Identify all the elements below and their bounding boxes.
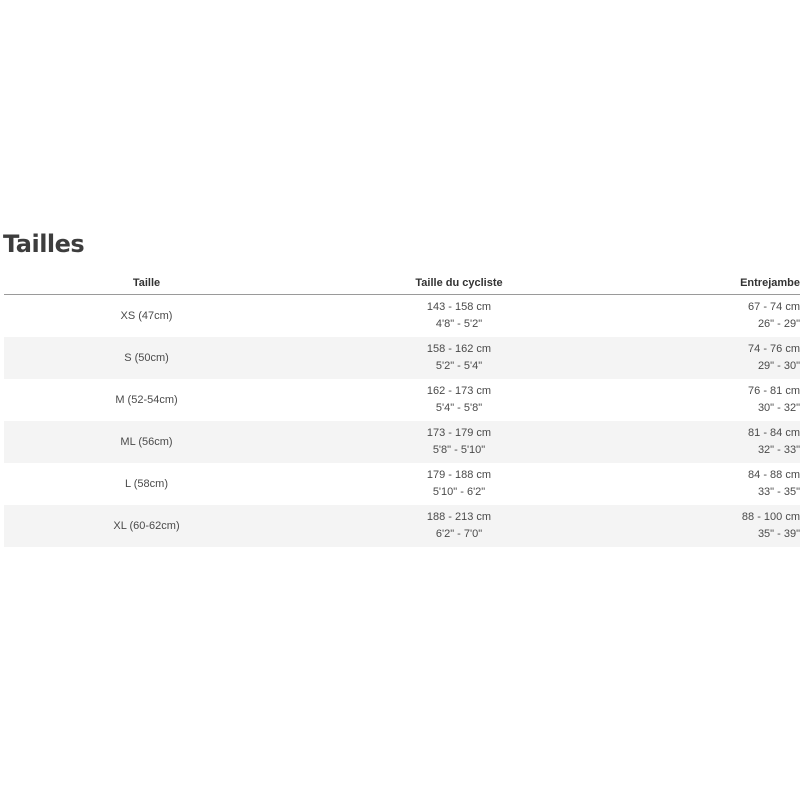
rider-height-ft: 5'4" - 5'8"	[435, 402, 483, 414]
inseam-cm: 81 - 84 cm	[748, 427, 800, 439]
inseam-in: 30" - 32"	[757, 402, 800, 414]
inseam-cell	[629, 295, 800, 338]
rider-height-cell	[289, 421, 629, 463]
table-header	[4, 272, 800, 295]
inseam-cell	[629, 463, 800, 505]
size-cell: ML (56cm)	[4, 421, 289, 463]
size-cell: XS (47cm)	[120, 309, 173, 322]
header-row	[4, 272, 800, 295]
table-row	[4, 337, 800, 379]
rider-height-ft: 4'8" - 5'2"	[435, 318, 483, 330]
rider-height-cm: 162 - 173 cm	[426, 385, 492, 397]
inseam-cm: 74 - 76 cm	[748, 343, 800, 355]
inseam-cm: 88 - 100 cm	[741, 511, 800, 523]
inseam-in: 32" - 33"	[757, 444, 800, 456]
size-cell: L (58cm)	[125, 477, 168, 490]
rider-height-cell	[289, 337, 629, 379]
table-body	[4, 295, 800, 548]
size-cell: XL (60-62cm)	[4, 505, 289, 547]
rider-height-ft: 5'8" - 5'10"	[432, 444, 486, 456]
table-row	[4, 463, 800, 505]
size-table	[4, 272, 800, 547]
header-inseam: Entrejambe	[629, 272, 800, 295]
inseam-cell	[629, 379, 800, 421]
rider-height-cm: 179 - 188 cm	[426, 469, 492, 481]
table-row	[4, 421, 800, 463]
rider-height-cell	[289, 379, 629, 421]
size-cell: S (50cm)	[4, 337, 289, 379]
rider-height-cm: 143 - 158 cm	[426, 301, 492, 313]
rider-height-cell	[289, 463, 629, 505]
header-size: Taille	[4, 272, 289, 295]
table-row	[4, 505, 800, 547]
rider-height-ft: 5'10" - 6'2"	[432, 486, 486, 498]
rider-height-cm: 173 - 179 cm	[426, 427, 492, 439]
table-row	[4, 379, 800, 421]
page-title: Tailles	[3, 230, 85, 258]
inseam-cm: 76 - 81 cm	[748, 385, 800, 397]
inseam-cell	[629, 505, 800, 547]
rider-height-ft: 6'2" - 7'0"	[435, 528, 483, 540]
inseam-cell	[629, 337, 800, 379]
inseam-in: 26" - 29"	[757, 318, 800, 330]
rider-height-cm: 158 - 162 cm	[426, 343, 492, 355]
rider-height-cell	[289, 505, 629, 547]
inseam-cm: 67 - 74 cm	[748, 301, 800, 313]
inseam-cell	[629, 421, 800, 463]
size-cell: M (52-54cm)	[115, 393, 178, 406]
inseam-in: 35" - 39"	[757, 528, 800, 540]
rider-height-cell	[289, 295, 629, 338]
inseam-cm: 84 - 88 cm	[748, 469, 800, 481]
rider-height-cm: 188 - 213 cm	[426, 511, 492, 523]
inseam-in: 29" - 30"	[757, 360, 800, 372]
inseam-in: 33" - 35"	[757, 486, 800, 498]
table-row	[4, 295, 800, 338]
rider-height-ft: 5'2" - 5'4"	[435, 360, 483, 372]
header-rider-height: Taille du cycliste	[289, 272, 629, 295]
